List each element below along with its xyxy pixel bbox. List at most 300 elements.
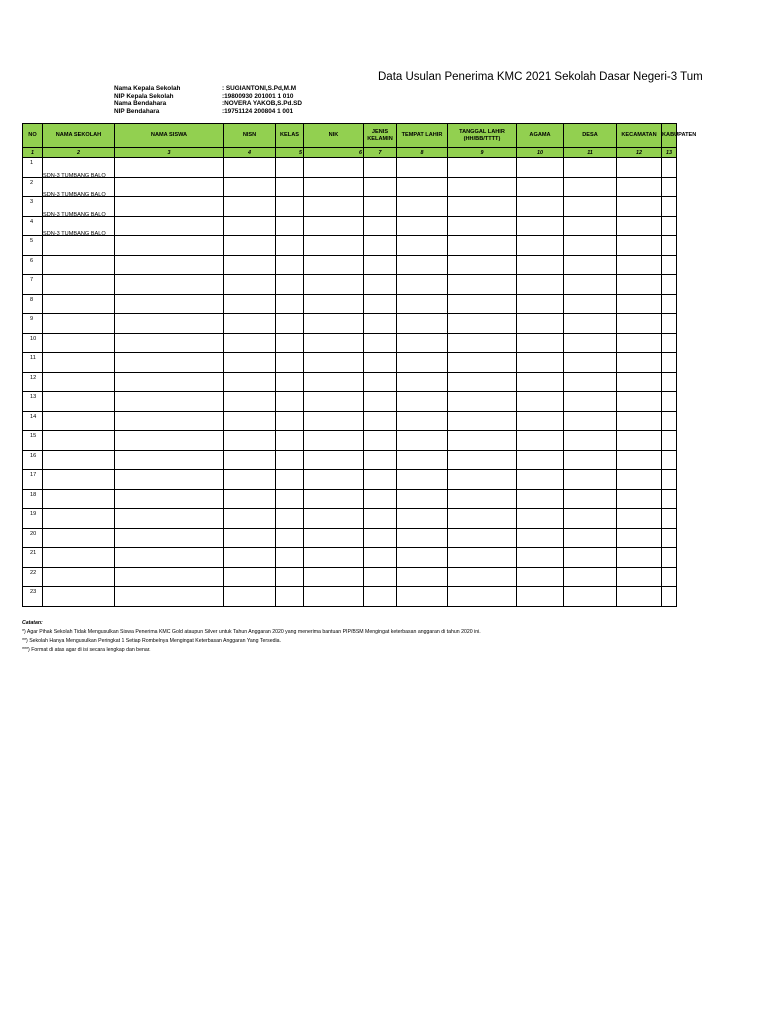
empty-cell[interactable] <box>617 314 662 334</box>
school-name-cell[interactable] <box>43 372 115 392</box>
empty-cell[interactable] <box>115 509 224 529</box>
empty-cell[interactable] <box>276 450 304 470</box>
school-name-cell[interactable] <box>43 197 115 217</box>
empty-cell[interactable] <box>364 372 397 392</box>
empty-cell[interactable] <box>115 567 224 587</box>
empty-cell[interactable] <box>115 236 224 256</box>
empty-cell[interactable] <box>224 314 276 334</box>
row-number-cell: 1 <box>23 158 43 178</box>
row-number-cell: 16 <box>23 450 43 470</box>
empty-cell[interactable] <box>276 177 304 197</box>
empty-cell[interactable] <box>224 411 276 431</box>
empty-cell[interactable] <box>397 314 448 334</box>
empty-cell[interactable] <box>115 450 224 470</box>
note-line: **) Sekolah Hanya Mengusulkan Peringkat 1 Setiap Rombelnya Mengingat Keterbasan Anggaran Yang Tersedia. <box>22 638 281 644</box>
empty-cell[interactable] <box>276 255 304 275</box>
empty-cell[interactable] <box>115 158 224 178</box>
empty-cell[interactable] <box>397 236 448 256</box>
empty-cell[interactable] <box>564 509 617 529</box>
empty-cell[interactable] <box>517 528 564 548</box>
empty-cell[interactable] <box>517 372 564 392</box>
school-name-cell[interactable] <box>43 411 115 431</box>
empty-cell[interactable] <box>448 548 517 568</box>
empty-cell[interactable] <box>662 294 677 314</box>
empty-cell[interactable] <box>397 177 448 197</box>
empty-cell[interactable] <box>276 236 304 256</box>
empty-cell[interactable] <box>276 392 304 412</box>
empty-cell[interactable] <box>276 372 304 392</box>
empty-cell[interactable] <box>224 275 276 295</box>
empty-cell[interactable] <box>617 333 662 353</box>
empty-cell[interactable] <box>397 197 448 217</box>
empty-cell[interactable] <box>364 314 397 334</box>
empty-cell[interactable] <box>662 587 677 607</box>
empty-cell[interactable] <box>564 177 617 197</box>
empty-cell[interactable] <box>115 587 224 607</box>
empty-cell[interactable] <box>224 255 276 275</box>
col-header-district: KECAMATAN <box>617 124 662 148</box>
school-name-cell[interactable] <box>43 177 115 197</box>
empty-cell[interactable] <box>617 158 662 178</box>
empty-cell[interactable] <box>617 509 662 529</box>
school-name-cell[interactable] <box>43 548 115 568</box>
empty-cell[interactable] <box>304 275 364 295</box>
empty-cell[interactable] <box>617 528 662 548</box>
school-name-cell[interactable] <box>43 587 115 607</box>
empty-cell[interactable] <box>617 587 662 607</box>
col-header-village: DESA <box>564 124 617 148</box>
empty-cell[interactable] <box>397 528 448 548</box>
empty-cell[interactable] <box>276 431 304 451</box>
empty-cell[interactable] <box>224 353 276 373</box>
empty-cell[interactable] <box>364 333 397 353</box>
school-name-cell[interactable] <box>43 509 115 529</box>
empty-cell[interactable] <box>304 431 364 451</box>
empty-cell[interactable] <box>115 392 224 412</box>
empty-cell[interactable] <box>364 567 397 587</box>
empty-cell[interactable] <box>115 411 224 431</box>
empty-cell[interactable] <box>517 158 564 178</box>
empty-cell[interactable] <box>115 216 224 236</box>
empty-cell[interactable] <box>662 392 677 412</box>
empty-cell[interactable] <box>364 470 397 490</box>
empty-cell[interactable] <box>564 314 617 334</box>
empty-cell[interactable] <box>276 567 304 587</box>
row-number-cell: 3 <box>23 197 43 217</box>
school-name-cell[interactable] <box>43 470 115 490</box>
empty-cell[interactable] <box>364 431 397 451</box>
row-number-cell: 6 <box>23 255 43 275</box>
empty-cell[interactable] <box>115 353 224 373</box>
empty-cell[interactable] <box>115 197 224 217</box>
empty-cell[interactable] <box>224 489 276 509</box>
empty-cell[interactable] <box>397 567 448 587</box>
empty-cell[interactable] <box>276 216 304 236</box>
school-name-cell[interactable] <box>43 528 115 548</box>
empty-cell[interactable] <box>364 528 397 548</box>
empty-cell[interactable] <box>517 353 564 373</box>
school-name-cell[interactable] <box>43 333 115 353</box>
empty-cell[interactable] <box>448 353 517 373</box>
empty-cell[interactable] <box>397 353 448 373</box>
empty-cell[interactable] <box>617 255 662 275</box>
empty-cell[interactable] <box>662 470 677 490</box>
empty-cell[interactable] <box>115 489 224 509</box>
empty-cell[interactable] <box>276 411 304 431</box>
empty-cell[interactable] <box>448 255 517 275</box>
row-number-cell: 17 <box>23 470 43 490</box>
empty-cell[interactable] <box>564 431 617 451</box>
empty-cell[interactable] <box>397 255 448 275</box>
empty-cell[interactable] <box>115 294 224 314</box>
school-name-cell[interactable] <box>43 294 115 314</box>
empty-cell[interactable] <box>276 294 304 314</box>
empty-cell[interactable] <box>304 197 364 217</box>
empty-cell[interactable] <box>662 431 677 451</box>
empty-cell[interactable] <box>564 275 617 295</box>
empty-cell[interactable] <box>304 548 364 568</box>
empty-cell[interactable] <box>448 294 517 314</box>
empty-cell[interactable] <box>564 255 617 275</box>
empty-cell[interactable] <box>224 372 276 392</box>
empty-cell[interactable] <box>662 548 677 568</box>
empty-cell[interactable] <box>517 548 564 568</box>
empty-cell[interactable] <box>224 294 276 314</box>
empty-cell[interactable] <box>304 567 364 587</box>
empty-cell[interactable] <box>448 158 517 178</box>
empty-cell[interactable] <box>304 372 364 392</box>
empty-cell[interactable] <box>564 548 617 568</box>
empty-cell[interactable] <box>115 255 224 275</box>
empty-cell[interactable] <box>662 509 677 529</box>
empty-cell[interactable] <box>276 509 304 529</box>
school-name-cell[interactable] <box>43 431 115 451</box>
empty-cell[interactable] <box>304 216 364 236</box>
empty-cell[interactable] <box>115 470 224 490</box>
school-name-cell[interactable] <box>43 489 115 509</box>
table-row <box>23 275 677 295</box>
empty-cell[interactable] <box>564 294 617 314</box>
info-value: :NOVERA YAKOB,S.Pd.SD <box>222 100 303 108</box>
empty-cell[interactable] <box>276 158 304 178</box>
empty-cell[interactable] <box>617 548 662 568</box>
empty-cell[interactable] <box>564 158 617 178</box>
empty-cell[interactable] <box>517 197 564 217</box>
empty-cell[interactable] <box>564 333 617 353</box>
empty-cell[interactable] <box>617 294 662 314</box>
empty-cell[interactable] <box>662 236 677 256</box>
empty-cell[interactable] <box>304 528 364 548</box>
empty-cell[interactable] <box>224 236 276 256</box>
info-row <box>114 93 302 101</box>
school-name-cell[interactable] <box>43 255 115 275</box>
empty-cell[interactable] <box>364 177 397 197</box>
table-row <box>23 177 677 197</box>
empty-cell[interactable] <box>517 509 564 529</box>
empty-cell[interactable] <box>517 450 564 470</box>
empty-cell[interactable] <box>517 567 564 587</box>
empty-cell[interactable] <box>364 489 397 509</box>
empty-cell[interactable] <box>304 333 364 353</box>
empty-cell[interactable] <box>364 548 397 568</box>
col-header-regency: KABUPATEN <box>662 124 677 148</box>
school-name-cell[interactable] <box>43 275 115 295</box>
empty-cell[interactable] <box>662 528 677 548</box>
empty-cell[interactable] <box>397 587 448 607</box>
empty-cell[interactable] <box>364 216 397 236</box>
empty-cell[interactable] <box>448 236 517 256</box>
empty-cell[interactable] <box>115 528 224 548</box>
empty-cell[interactable] <box>304 294 364 314</box>
empty-cell[interactable] <box>617 450 662 470</box>
empty-cell[interactable] <box>617 411 662 431</box>
table-row <box>23 587 677 607</box>
empty-cell[interactable] <box>617 216 662 236</box>
school-name-cell[interactable] <box>43 450 115 470</box>
empty-cell[interactable] <box>397 294 448 314</box>
empty-cell[interactable] <box>224 470 276 490</box>
empty-cell[interactable] <box>304 509 364 529</box>
empty-cell[interactable] <box>224 392 276 412</box>
row-number-cell: 21 <box>23 548 43 568</box>
row-number-cell: 22 <box>23 567 43 587</box>
empty-cell[interactable] <box>224 333 276 353</box>
empty-cell[interactable] <box>617 372 662 392</box>
empty-cell[interactable] <box>564 216 617 236</box>
empty-cell[interactable] <box>564 450 617 470</box>
empty-cell[interactable] <box>617 236 662 256</box>
empty-cell[interactable] <box>564 392 617 412</box>
empty-cell[interactable] <box>662 275 677 295</box>
empty-cell[interactable] <box>448 216 517 236</box>
empty-cell[interactable] <box>304 255 364 275</box>
empty-cell[interactable] <box>397 411 448 431</box>
empty-cell[interactable] <box>224 548 276 568</box>
empty-cell[interactable] <box>397 509 448 529</box>
empty-cell[interactable] <box>448 528 517 548</box>
empty-cell[interactable] <box>364 450 397 470</box>
info-value: : SUGIANTONI,S.Pd,M.M <box>222 85 297 92</box>
empty-cell[interactable] <box>617 567 662 587</box>
school-name-cell[interactable] <box>43 353 115 373</box>
empty-cell[interactable] <box>276 548 304 568</box>
empty-cell[interactable] <box>517 489 564 509</box>
empty-cell[interactable] <box>662 489 677 509</box>
empty-cell[interactable] <box>617 177 662 197</box>
empty-cell[interactable] <box>662 333 677 353</box>
empty-cell[interactable] <box>364 294 397 314</box>
empty-cell[interactable] <box>276 470 304 490</box>
empty-cell[interactable] <box>276 197 304 217</box>
table-row <box>23 372 677 392</box>
empty-cell[interactable] <box>517 333 564 353</box>
empty-cell[interactable] <box>304 587 364 607</box>
empty-cell[interactable] <box>564 470 617 490</box>
empty-cell[interactable] <box>617 353 662 373</box>
school-name-cell[interactable] <box>43 158 115 178</box>
empty-cell[interactable] <box>517 294 564 314</box>
empty-cell[interactable] <box>517 431 564 451</box>
empty-cell[interactable] <box>662 567 677 587</box>
empty-cell[interactable] <box>224 528 276 548</box>
table-row <box>23 489 677 509</box>
empty-cell[interactable] <box>564 528 617 548</box>
empty-cell[interactable] <box>448 197 517 217</box>
empty-cell[interactable] <box>304 353 364 373</box>
empty-cell[interactable] <box>662 158 677 178</box>
empty-cell[interactable] <box>564 411 617 431</box>
empty-cell[interactable] <box>662 197 677 217</box>
empty-cell[interactable] <box>304 450 364 470</box>
empty-cell[interactable] <box>224 567 276 587</box>
empty-cell[interactable] <box>115 314 224 334</box>
empty-cell[interactable] <box>276 489 304 509</box>
empty-cell[interactable] <box>115 275 224 295</box>
school-name-cell[interactable] <box>43 567 115 587</box>
empty-cell[interactable] <box>517 236 564 256</box>
empty-cell[interactable] <box>276 528 304 548</box>
empty-cell[interactable] <box>662 411 677 431</box>
empty-cell[interactable] <box>115 177 224 197</box>
empty-cell[interactable] <box>517 411 564 431</box>
empty-cell[interactable] <box>448 411 517 431</box>
empty-cell[interactable] <box>397 333 448 353</box>
empty-cell[interactable] <box>364 509 397 529</box>
empty-cell[interactable] <box>304 411 364 431</box>
empty-cell[interactable] <box>224 216 276 236</box>
empty-cell[interactable] <box>448 587 517 607</box>
empty-cell[interactable] <box>224 177 276 197</box>
empty-cell[interactable] <box>617 392 662 412</box>
empty-cell[interactable] <box>448 450 517 470</box>
empty-cell[interactable] <box>517 275 564 295</box>
empty-cell[interactable] <box>564 489 617 509</box>
empty-cell[interactable] <box>115 333 224 353</box>
empty-cell[interactable] <box>304 489 364 509</box>
empty-cell[interactable] <box>448 314 517 334</box>
empty-cell[interactable] <box>397 450 448 470</box>
empty-cell[interactable] <box>448 372 517 392</box>
empty-cell[interactable] <box>115 372 224 392</box>
empty-cell[interactable] <box>397 489 448 509</box>
empty-cell[interactable] <box>364 255 397 275</box>
empty-cell[interactable] <box>276 275 304 295</box>
empty-cell[interactable] <box>397 392 448 412</box>
empty-cell[interactable] <box>364 236 397 256</box>
empty-cell[interactable] <box>662 216 677 236</box>
empty-cell[interactable] <box>662 450 677 470</box>
school-name-text: SDN-3 TUMBANG BALO <box>43 211 106 218</box>
empty-cell[interactable] <box>364 353 397 373</box>
empty-cell[interactable] <box>617 489 662 509</box>
empty-cell[interactable] <box>304 314 364 334</box>
empty-cell[interactable] <box>517 177 564 197</box>
empty-cell[interactable] <box>304 236 364 256</box>
empty-cell[interactable] <box>448 177 517 197</box>
empty-cell[interactable] <box>517 392 564 412</box>
empty-cell[interactable] <box>517 255 564 275</box>
empty-cell[interactable] <box>617 470 662 490</box>
empty-cell[interactable] <box>224 158 276 178</box>
empty-cell[interactable] <box>517 314 564 334</box>
row-number-cell: 10 <box>23 333 43 353</box>
empty-cell[interactable] <box>115 431 224 451</box>
empty-cell[interactable] <box>662 372 677 392</box>
empty-cell[interactable] <box>448 567 517 587</box>
empty-cell[interactable] <box>448 333 517 353</box>
school-name-cell[interactable] <box>43 236 115 256</box>
empty-cell[interactable] <box>448 275 517 295</box>
school-name-cell[interactable] <box>43 216 115 236</box>
empty-cell[interactable] <box>564 587 617 607</box>
empty-cell[interactable] <box>364 158 397 178</box>
empty-cell[interactable] <box>304 158 364 178</box>
empty-cell[interactable] <box>617 431 662 451</box>
empty-cell[interactable] <box>617 197 662 217</box>
empty-cell[interactable] <box>564 567 617 587</box>
empty-cell[interactable] <box>397 158 448 178</box>
empty-cell[interactable] <box>564 372 617 392</box>
school-name-cell[interactable] <box>43 392 115 412</box>
empty-cell[interactable] <box>224 509 276 529</box>
empty-cell[interactable] <box>364 587 397 607</box>
empty-cell[interactable] <box>397 548 448 568</box>
empty-cell[interactable] <box>662 177 677 197</box>
row-number-cell: 12 <box>23 372 43 392</box>
empty-cell[interactable] <box>115 548 224 568</box>
empty-cell[interactable] <box>304 177 364 197</box>
empty-cell[interactable] <box>276 333 304 353</box>
empty-cell[interactable] <box>397 216 448 236</box>
empty-cell[interactable] <box>662 255 677 275</box>
empty-cell[interactable] <box>364 197 397 217</box>
empty-cell[interactable] <box>397 431 448 451</box>
empty-cell[interactable] <box>364 275 397 295</box>
empty-cell[interactable] <box>448 470 517 490</box>
empty-cell[interactable] <box>364 411 397 431</box>
empty-cell[interactable] <box>397 275 448 295</box>
empty-cell[interactable] <box>364 392 397 412</box>
empty-cell[interactable] <box>224 450 276 470</box>
empty-cell[interactable] <box>304 470 364 490</box>
empty-cell[interactable] <box>224 431 276 451</box>
empty-cell[interactable] <box>517 216 564 236</box>
empty-cell[interactable] <box>397 372 448 392</box>
empty-cell[interactable] <box>276 353 304 373</box>
empty-cell[interactable] <box>276 314 304 334</box>
empty-cell[interactable] <box>662 314 677 334</box>
school-name-cell[interactable] <box>43 314 115 334</box>
empty-cell[interactable] <box>304 392 364 412</box>
empty-cell[interactable] <box>448 509 517 529</box>
empty-cell[interactable] <box>448 431 517 451</box>
empty-cell[interactable] <box>617 275 662 295</box>
table-row <box>23 411 677 431</box>
empty-cell[interactable] <box>276 587 304 607</box>
empty-cell[interactable] <box>517 587 564 607</box>
empty-cell[interactable] <box>397 470 448 490</box>
empty-cell[interactable] <box>224 197 276 217</box>
empty-cell[interactable] <box>517 470 564 490</box>
empty-cell[interactable] <box>662 353 677 373</box>
empty-cell[interactable] <box>564 197 617 217</box>
empty-cell[interactable] <box>564 236 617 256</box>
empty-cell[interactable] <box>564 353 617 373</box>
empty-cell[interactable] <box>224 587 276 607</box>
empty-cell[interactable] <box>448 489 517 509</box>
empty-cell[interactable] <box>448 392 517 412</box>
row-number-cell: 15 <box>23 431 43 451</box>
